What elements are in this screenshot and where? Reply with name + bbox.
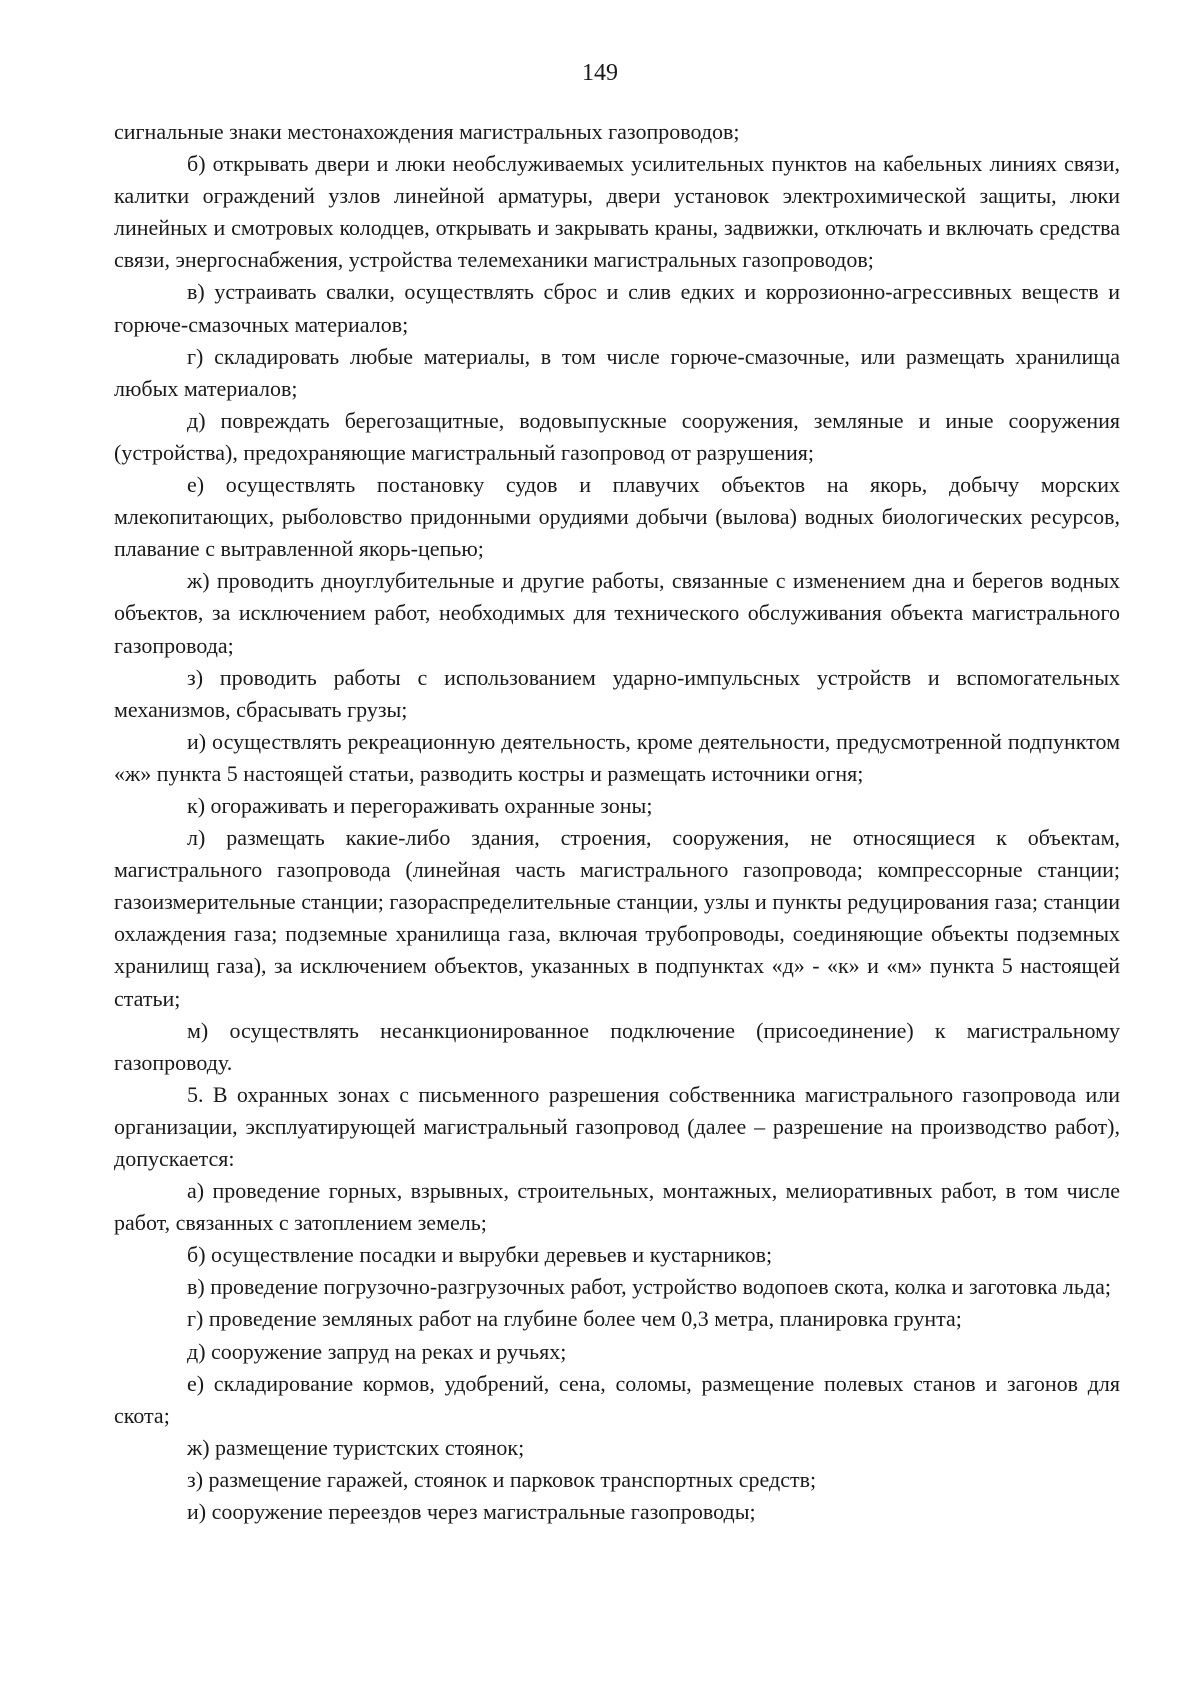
paragraph: е) осуществлять постановку судов и плавучих объектов на якорь, добычу морских млекопитающих, рыболовство придонными орудиями добычи (вылова) водных биологических ресурсов, плавание с вытравленной якорь-цепью; [114, 472, 1120, 562]
paragraph: и) сооружение переездов через магистральные газопроводы; [187, 1499, 756, 1525]
paragraph: 5. В охранных зонах с письменного разрешения собственника магистрального газопровода или организации, эксплуатирующей магистральный газопровод (далее – разрешение на производство работ), допускается: [114, 1081, 1120, 1171]
paragraph: б) осуществление посадки и вырубки деревьев и кустарников; [187, 1242, 773, 1268]
paragraph: сигнальные знаки местонахождения магистральных газопроводов; [114, 119, 740, 144]
paragraph: в) проведение погрузочно-разгрузочных работ, устройство водопоев скота, колка и заготовка льда; [187, 1274, 1112, 1300]
paragraph: б) открывать двери и люки необслуживаемых усилительных пунктов на кабельных линиях связи, калитки ограждений узлов линейной арматуры, двери установок электрохимической защиты, люки линейных и смотровых колодцев, открывать и закрывать краны, задвижки, отключать и включать средства связи, энергоснабжения, устройства телемеханики магистральных газопроводов; [114, 151, 1120, 273]
paragraph: е) складирование кормов, удобрений, сена, соломы, размещение полевых станов и загонов для скота; [114, 1370, 1120, 1428]
paragraph: д) повреждать берегозащитные, водовыпускные сооружения, земляные и иные сооружения (устройства), предохраняющие магистральный газопровод от разрушения; [114, 407, 1120, 465]
paragraph: з) проводить работы с использованием ударно-импульсных устройств и вспомогательных механизмов, сбрасывать грузы; [114, 664, 1120, 722]
paragraph: ж) проводить дноуглубительные и другие работы, связанные с изменением дна и берегов водных объектов, за исключением работ, необходимых для технического обслуживания объекта магистрального газопровода; [114, 568, 1120, 658]
paragraph: а) проведение горных, взрывных, строительных, монтажных, мелиоративных работ, в том числе работ, связанных с затоплением земель; [114, 1178, 1120, 1236]
paragraph: ж) размещение туристских стоянок; [187, 1434, 525, 1460]
paragraph: г) проведение земляных работ на глубине более чем 0,3 метра, планировка грунта; [187, 1306, 962, 1332]
paragraph: г) складировать любые материалы, в том числе горюче-смазочные, или размещать хранилища любых материалов; [114, 343, 1120, 401]
paragraph: з) размещение гаражей, стоянок и парковок транспортных средств; [187, 1466, 817, 1492]
document-body [114, 116, 1120, 1528]
paragraph: в) устраивать свалки, осуществлять сброс и слив едких и коррозионно-агрессивных веществ и горюче-смазочных материалов; [114, 279, 1120, 337]
paragraph: м) осуществлять несанкционированное подключение (присоединение) к магистральному газопроводу. [114, 1017, 1120, 1075]
page-number: 149 [582, 60, 618, 86]
paragraph: л) размещать какие-либо здания, строения, сооружения, не относящиеся к объектам, магистрального газопровода (линейная часть магистрального газопровода; компрессорные станции; газоизмерительные станции; газораспределительные станции, узлы и пункты редуцирования газа; станции охлаждения газа; подземные хранилища газа, включая трубопроводы, соединяющие объекты подземных хранилищ газа), за исключением объектов, указанных в подпунктах «д» - «к» и «м» пункта 5 настоящей статьи; [114, 825, 1120, 1011]
paragraph: д) сооружение запруд на реках и ручьях; [187, 1338, 567, 1364]
paragraph: к) огораживать и перегораживать охранные зоны; [187, 792, 653, 818]
paragraph: и) осуществлять рекреационную деятельность, кроме деятельности, предусмотренной подпунктом «ж» пункта 5 настоящей статьи, разводить костры и размещать источники огня; [114, 728, 1120, 786]
